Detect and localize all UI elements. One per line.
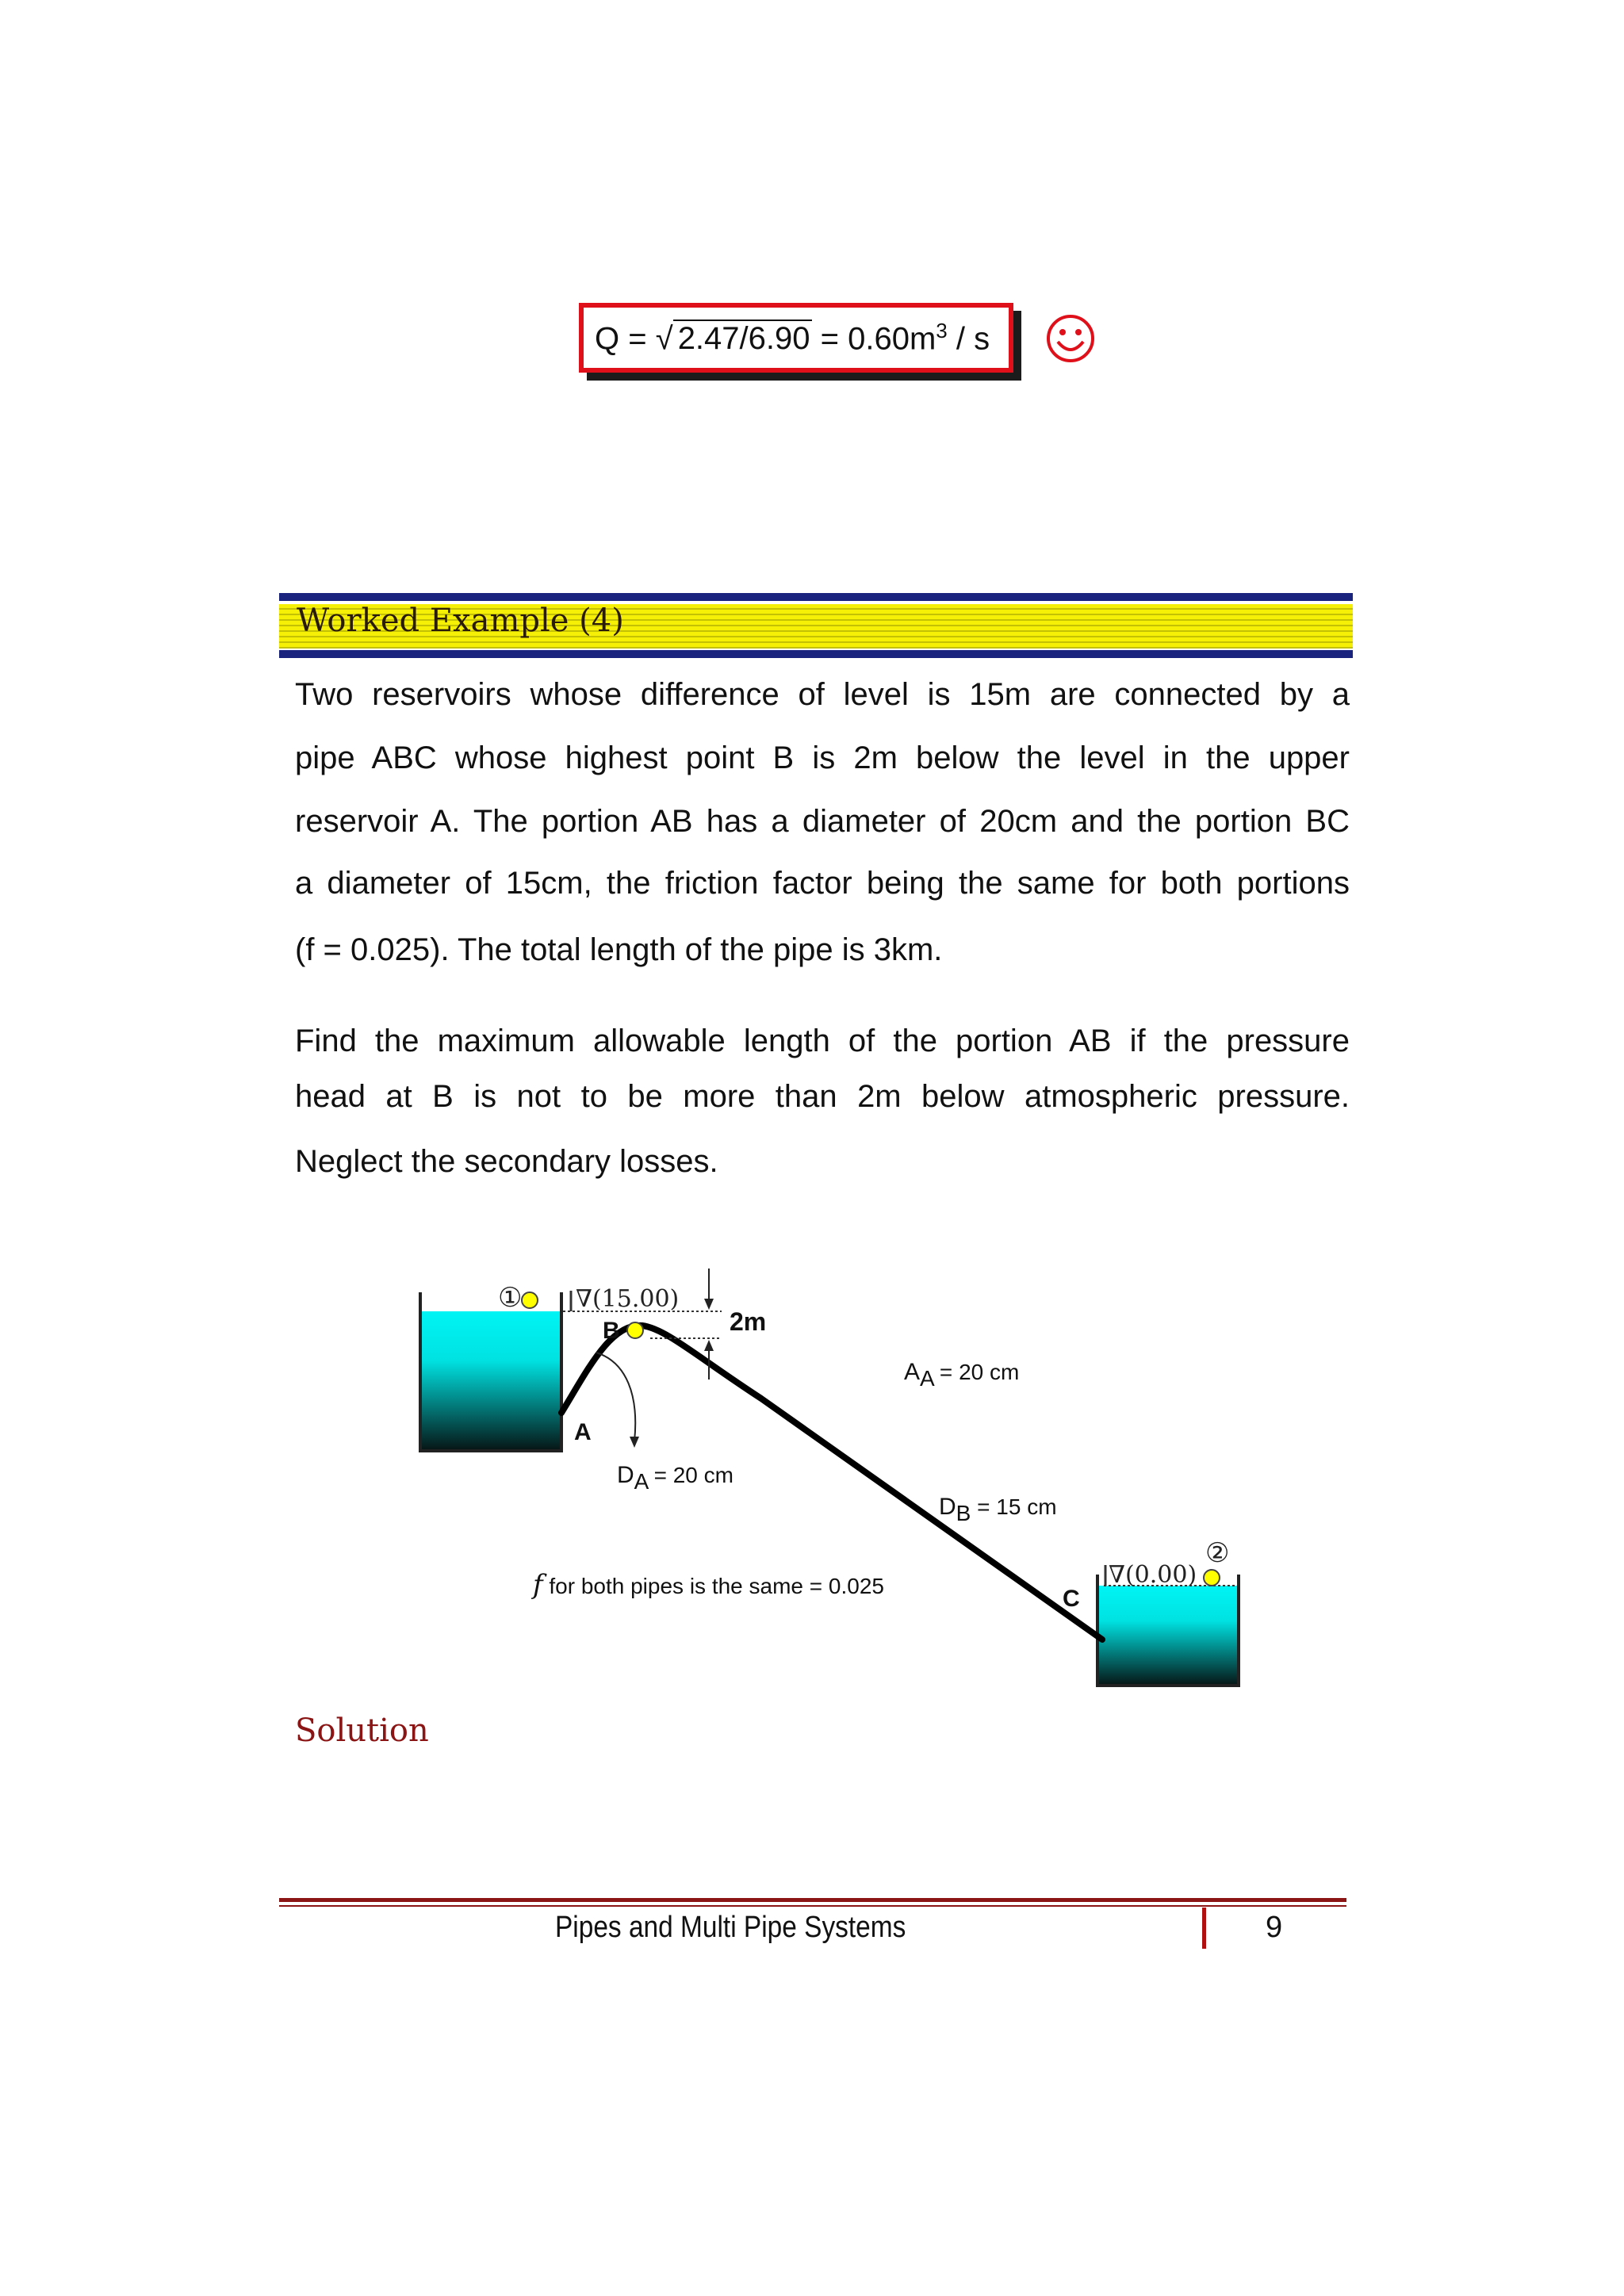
section-title: Worked Example (4): [297, 603, 624, 639]
label-b: B: [603, 1318, 620, 1344]
label-dia-b: DB = 15 cm: [939, 1494, 1057, 1525]
label-c: C: [1063, 1586, 1080, 1612]
problem-line-5: (f = 0.025). The total length of the pipe is 3km.: [295, 932, 943, 967]
label-level-lower: ∇(0.00): [1109, 1561, 1197, 1589]
question-line-2: head at B is not to be more than 2m below atmospheric pressure.: [295, 1079, 1350, 1114]
question-line-1: Find the maximum allowable length of the portion AB if the pressure: [295, 1024, 1350, 1058]
label-friction: f for both pipes is the same = 0.025: [533, 1569, 884, 1601]
label-2m: 2m: [730, 1307, 767, 1336]
footer-rule: [279, 1898, 1346, 1902]
curved-arrow-head: [630, 1437, 639, 1448]
lower-reservoir: [1097, 1575, 1239, 1686]
footer-rule-thin: [279, 1905, 1346, 1907]
point-1-marker: [522, 1292, 538, 1308]
label-dia-a: DA = 20 cm: [617, 1462, 733, 1494]
question-line-3: Neglect the secondary losses.: [295, 1144, 718, 1179]
point-b-marker: [627, 1322, 643, 1338]
page-number: 9: [1266, 1911, 1283, 1944]
sqrt-sign: √: [655, 321, 673, 357]
formula-equals-2: =: [820, 321, 839, 357]
curved-arrow: [596, 1353, 635, 1441]
problem-line-1: Two reservoirs whose difference of level is 15m are connected by a: [295, 677, 1350, 712]
formula-unit: / s: [947, 321, 990, 357]
point-2-marker: [1204, 1570, 1220, 1586]
formula-equals: =: [628, 321, 647, 357]
problem-line-4: a diameter of 15cm, the friction factor being the same for both portions: [295, 866, 1350, 901]
label-point-2: ②: [1205, 1537, 1230, 1569]
label-level-upper: ∇(15.00): [576, 1285, 680, 1313]
label-a: A: [574, 1419, 592, 1445]
formula-exponent: 3: [936, 319, 948, 342]
upper-reservoir: [420, 1292, 561, 1451]
label-area-a: AA = 20 cm: [904, 1359, 1020, 1391]
footer-title: Pipes and Multi Pipe Systems: [555, 1911, 906, 1944]
formula-value: 0.60m: [848, 321, 936, 357]
problem-line-2: pipe ABC whose highest point B is 2m below the level in the upper: [295, 740, 1350, 775]
solution-heading: Solution: [295, 1712, 429, 1749]
footer-divider: [1202, 1908, 1206, 1949]
problem-line-3: reservoir A. The portion AB has a diameter of 20cm and the portion BC: [295, 804, 1350, 839]
formula-lhs: Q: [595, 321, 620, 357]
label-point-1: ①: [498, 1282, 523, 1314]
formula-radicand: 2.47/6.90: [673, 320, 812, 357]
